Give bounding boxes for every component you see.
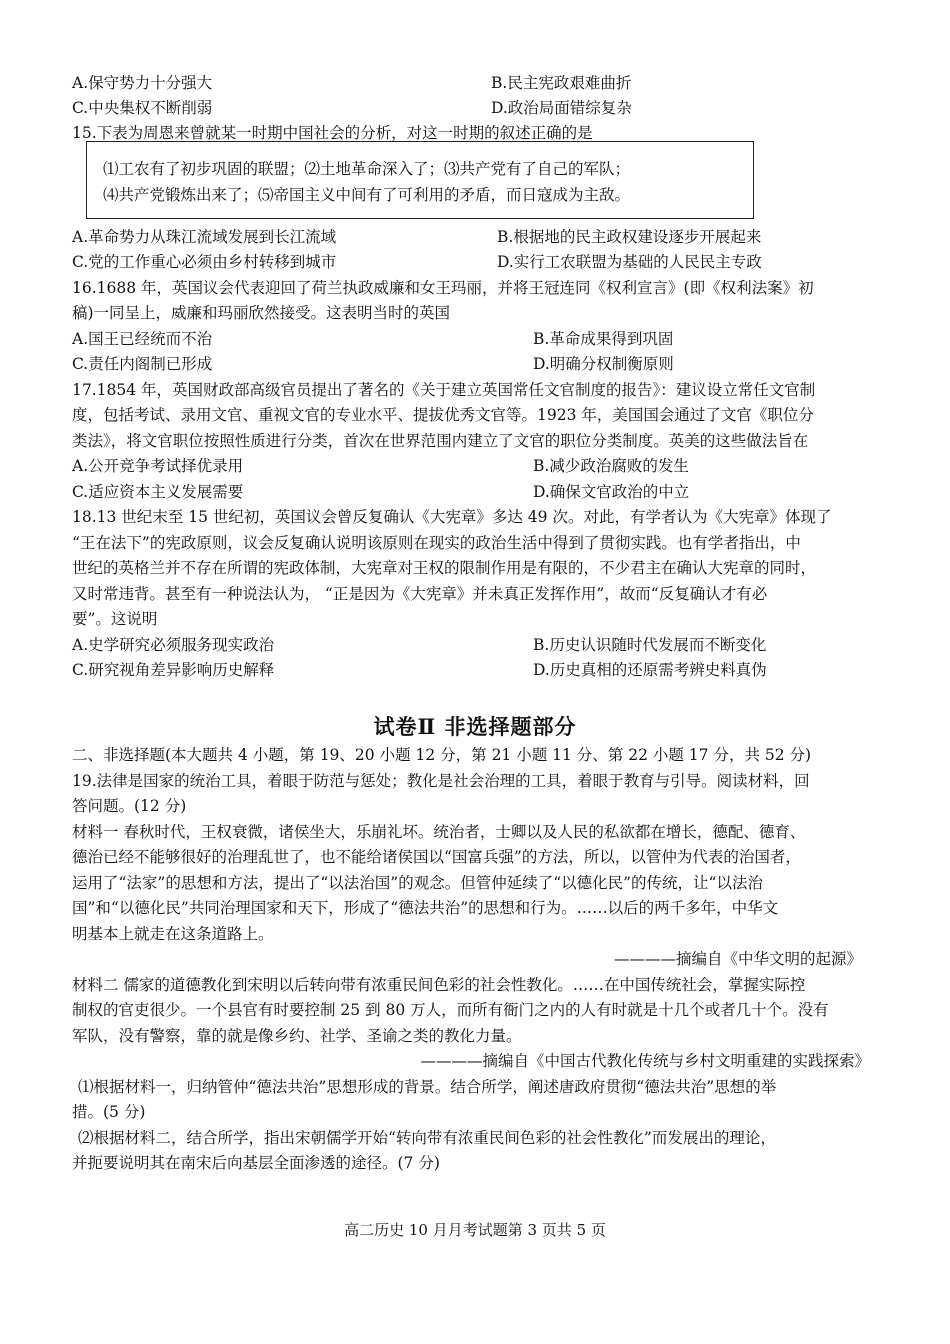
q15-box-line-2: ⑷共产党锻炼出来了；⑸帝国主义中间有了可利用的矛盾，而日寇成为主敌。 [103, 186, 631, 204]
q19-subquestion-2-line-2: 并扼要说明其在南宋后向基层全面渗透的途径。(7 分) [72, 1154, 440, 1172]
q18-option-a: A.史学研究必须服务现实政治 [72, 636, 275, 654]
q15-quote-box [86, 141, 754, 219]
q18-stem-line-2: “王在法下”的宪政原则，议会反复确认说明该原则在现实的政治生活中得到了贯彻实践。也有学者指出，中 [72, 534, 801, 552]
section-2-title: 试卷Ⅱ 非选择题部分 [373, 714, 577, 739]
q19-material-1-line-4: 国”和“以德化民”共同治理国家和天下，形成了“德法共治”的思想和行为。……以后的两千多年，中华文 [72, 899, 779, 917]
q19-material-1-line-5: 明基本上就走在这条道路上。 [72, 925, 274, 943]
q19-material-2-source: ————摘编自《中国古代教化传统与乡村文明重建的实践探索》 [420, 1052, 870, 1070]
q18-option-c: C.研究视角差异影响历史解释 [72, 661, 275, 679]
q19-material-2-line-1: 材料二 儒家的道德教化到宋明以后转向带有浓重民间色彩的社会性教化。……在中国传统社会，掌握实际控 [72, 976, 806, 994]
q14-option-d: D.政治局面错综复杂 [491, 99, 632, 117]
q17-option-c: C.适应资本主义发展需要 [72, 483, 244, 501]
q15-stem: 15.下表为周恩来曾就某一时期中国社会的分析，对这一时期的叙述正确的是 [72, 124, 593, 142]
q17-option-d: D.确保文官政治的中立 [533, 483, 690, 501]
q19-subquestion-1-line-2: 措。(5 分) [72, 1103, 146, 1121]
q17-stem-line-3: 类法》，将文官职位按照性质进行分类，首次在世界范围内建立了文官的职位分类制度。英美的这些做法旨在 [72, 432, 809, 450]
q15-option-c: C.党的工作重心必须由乡村转移到城市 [72, 253, 337, 271]
q19-material-2-line-3: 军队，没有警察，靠的就是像乡约、社学、圣谕之类的教化力量。 [72, 1027, 522, 1045]
q18-stem-line-3: 世纪的英格兰并不存在所谓的宪政体制，大宪章对王权的限制作用是有限的，不少君主在确认大宪章的同时， [72, 559, 817, 577]
q19-material-2-line-2: 制权的官吏很少。一个县官有时要控制 25 到 80 万人，而所有衙门之内的人有时就是十几个或者几十个。没有 [72, 1001, 829, 1019]
q15-option-b: B.根据地的民主政权建设逐步开展起来 [497, 228, 762, 246]
q18-stem-line-5: 要”。这说明 [72, 610, 158, 628]
q16-option-c: C.责任内阁制已形成 [72, 355, 213, 373]
q17-stem-line-2: 度，包括考试、录用文官、重视文官的专业水平、提拔优秀文官等。1923 年，美国国会通过了文官《职位分 [72, 406, 814, 424]
q14-option-a: A.保守势力十分强大 [72, 74, 213, 92]
q15-box-line-1: ⑴工农有了初步巩固的联盟；⑵土地革命深入了；⑶共产党有了自己的军队； [103, 160, 631, 178]
q18-option-d: D.历史真相的还原需考辨史料真伪 [533, 661, 767, 679]
q16-stem-line-2: 稿)一同呈上，威廉和玛丽欣然接受。这表明当时的英国 [72, 304, 451, 322]
q19-material-1-source: ————摘编自《中华文明的起源》 [613, 950, 862, 968]
q14-option-c: C.中央集权不断削弱 [72, 99, 213, 117]
section-2-heading: 二、非选择题(本大题共 4 小题，第 19、20 小题 12 分，第 21 小题 11 分、第 22 小题 17 分，共 52 分) [72, 746, 812, 764]
q18-stem-line-1: 18.13 世纪末至 15 世纪初，英国议会曾反复确认《大宪章》多达 49 次。对此，有学者认为《大宪章》体现了 [72, 508, 832, 526]
q17-option-b: B.减少政治腐败的发生 [533, 457, 689, 475]
q16-stem-line-1: 16.1688 年，英国议会代表迎回了荷兰执政威廉和女王玛丽，并将王冠连同《权利宣言》(即《权利法案》初 [72, 279, 814, 297]
q19-material-1-line-2: 德治已经不能够很好的治理乱世了，也不能给诸侯国以“国富兵强”的方法，所以，以管仲为代表的治国者， [72, 848, 801, 866]
q19-subquestion-2-line-1: ⑵根据材料二，结合所学，指出宋朝儒学开始“转向带有浓重民间色彩的社会性教化”而发展出的理论， [78, 1129, 776, 1147]
q16-option-b: B.革命成果得到巩固 [533, 330, 674, 348]
q18-stem-line-4: 又时常违背。甚至有一种说法认为， “正是因为《大宪章》并未真正发挥作用”，故而“反复确认才有必 [72, 585, 768, 603]
q16-option-d: D.明确分权制衡原则 [533, 355, 674, 373]
page-footer: 高二历史 10 月月考试题第 3 页共 5 页 [344, 1221, 606, 1239]
q14-option-b: B.民主宪政艰难曲折 [491, 74, 632, 92]
q19-material-1-line-3: 运用了“法家”的思想和方法，提出了“以法治国”的观念。但管仲延续了“以德化民”的传统，让“以法治 [72, 874, 763, 892]
q17-stem-line-1: 17.1854 年，英国财政部高级官员提出了著名的《关于建立英国常任文官制度的报告》：建议设立常任文官制 [72, 381, 816, 399]
q17-option-a: A.公开竞争考试择优录用 [72, 457, 244, 475]
q15-option-a: A.革命势力从珠江流域发展到长江流域 [72, 228, 337, 246]
q16-option-a: A.国王已经统而不治 [72, 330, 213, 348]
q19-stem-line-1: 19.法律是国家的统治工具，着眼于防范与惩处；教化是社会治理的工具，着眼于教育与引导。阅读材料，回 [72, 772, 810, 790]
q19-material-1-line-1: 材料一 春秋时代，王权衰微，诸侯坐大，乐崩礼坏。统治者，士卿以及人民的私欲都在增长，德配、德育、 [72, 823, 806, 841]
q15-option-d: D.实行工农联盟为基础的人民民主专政 [497, 253, 762, 271]
q19-subquestion-1-line-1: ⑴根据材料一，归纳管仲“德法共治”思想形成的背景。结合所学，阐述唐政府贯彻“德法共治”思想的举 [78, 1078, 777, 1096]
q18-option-b: B.历史认识随时代发展而不断变化 [533, 636, 767, 654]
q19-stem-line-2: 答问题。(12 分) [72, 797, 187, 815]
